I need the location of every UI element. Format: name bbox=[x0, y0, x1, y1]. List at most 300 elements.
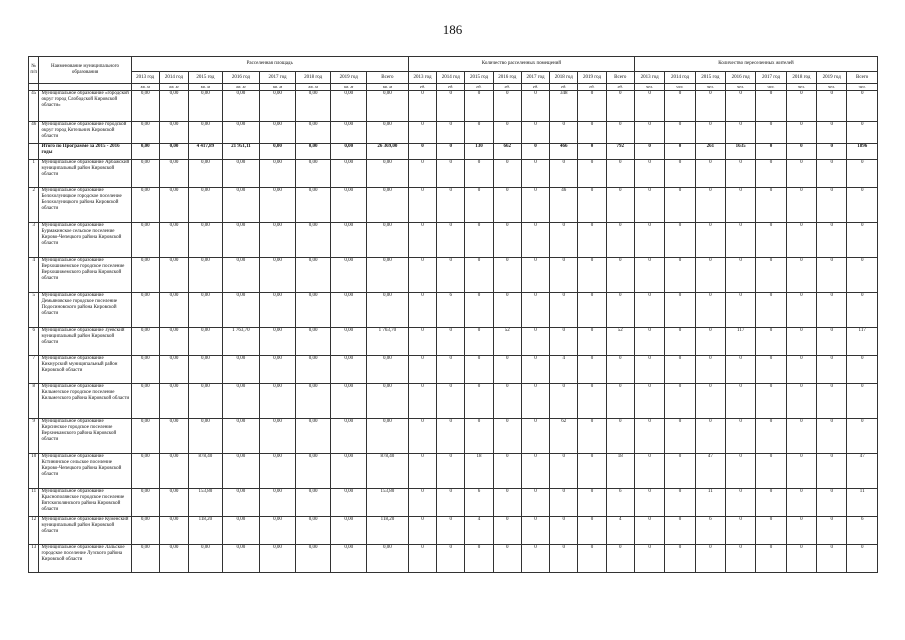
cell-premises: 130 bbox=[465, 144, 493, 160]
cell-area: 0,00 bbox=[159, 356, 188, 384]
table-row bbox=[29, 223, 878, 258]
cell-residents: 0 bbox=[726, 223, 756, 258]
cell-residents: 0 bbox=[756, 545, 786, 573]
table-row bbox=[29, 293, 878, 328]
cell-residents: 0 bbox=[756, 223, 786, 258]
cell-residents: 1635 bbox=[726, 144, 756, 160]
cell-area: 0,00 bbox=[222, 489, 260, 517]
row-municipality-name: Муниципальное образование Верхошижемское городское поселение Верхошижемского района Кировской области bbox=[39, 258, 131, 293]
cell-area: 0,00 bbox=[131, 545, 159, 573]
cell-premises: 0 bbox=[493, 384, 521, 419]
cell-area: 0,00 bbox=[331, 122, 367, 144]
unit-area: кв. м bbox=[131, 84, 159, 91]
cell-premises: 0 bbox=[493, 122, 521, 144]
row-municipality-name: Муниципальное образование Кильмезское городское поселение Кильмезского района Кировской области bbox=[39, 384, 131, 419]
cell-premises: 0 bbox=[578, 419, 606, 454]
cell-premises: 348 bbox=[550, 91, 578, 122]
cell-residents: 1896 bbox=[847, 144, 878, 160]
cell-residents: 0 bbox=[786, 223, 816, 258]
cell-area: 0,00 bbox=[331, 144, 367, 160]
cell-premises: 0 bbox=[550, 293, 578, 328]
header-year-residents: 2016 год bbox=[726, 72, 756, 84]
cell-residents: 0 bbox=[695, 356, 725, 384]
cell-area: 0,00 bbox=[222, 517, 260, 545]
row-number: 6 bbox=[29, 328, 39, 356]
cell-premises: 0 bbox=[606, 545, 634, 573]
cell-premises: 6 bbox=[465, 489, 493, 517]
header-year-area: 2013 год bbox=[131, 72, 159, 84]
cell-premises: 0 bbox=[493, 545, 521, 573]
cell-premises: 0 bbox=[465, 188, 493, 223]
cell-area: 4 417,89 bbox=[189, 144, 222, 160]
table-row bbox=[29, 258, 878, 293]
cell-residents: 0 bbox=[665, 517, 695, 545]
cell-premises: 0 bbox=[408, 160, 436, 188]
cell-area: 0,00 bbox=[189, 293, 222, 328]
cell-area: 0,00 bbox=[367, 293, 409, 328]
row-municipality-name: Муниципальное образование Белохолуницкое городское поселение Белохолуницкого района Кировской области bbox=[39, 188, 131, 223]
cell-area: 0,00 bbox=[260, 489, 296, 517]
cell-area: 0,00 bbox=[260, 419, 296, 454]
cell-area: 0,00 bbox=[295, 489, 331, 517]
unit-area: кв. м bbox=[222, 84, 260, 91]
header-year-premises: 2014 год bbox=[437, 72, 465, 84]
header-year-premises: 2016 год bbox=[493, 72, 521, 84]
cell-residents: 0 bbox=[695, 419, 725, 454]
cell-area: 0,00 bbox=[331, 188, 367, 223]
row-number: 9 bbox=[29, 419, 39, 454]
cell-residents: 0 bbox=[786, 122, 816, 144]
cell-area: 0,00 bbox=[159, 489, 188, 517]
cell-premises: 0 bbox=[493, 489, 521, 517]
cell-premises: 0 bbox=[578, 160, 606, 188]
cell-area: 0,00 bbox=[189, 258, 222, 293]
cell-residents: 0 bbox=[634, 258, 664, 293]
cell-area: 0,00 bbox=[367, 188, 409, 223]
cell-residents: 0 bbox=[786, 384, 816, 419]
cell-residents: 0 bbox=[847, 122, 878, 144]
cell-premises: 0 bbox=[437, 188, 465, 223]
cell-premises: 0 bbox=[465, 293, 493, 328]
header-year-residents: Всего bbox=[847, 72, 878, 84]
cell-premises: 0 bbox=[550, 122, 578, 144]
header-year-residents: 2017 год bbox=[756, 72, 786, 84]
cell-premises: 0 bbox=[606, 419, 634, 454]
cell-area: 0,00 bbox=[159, 293, 188, 328]
cell-residents: 47 bbox=[847, 454, 878, 489]
cell-residents: 0 bbox=[726, 91, 756, 122]
unit-residents: чел. bbox=[756, 84, 786, 91]
cell-area: 0,00 bbox=[159, 384, 188, 419]
units-empty-cell bbox=[39, 84, 131, 91]
cell-area: 0,00 bbox=[295, 384, 331, 419]
cell-premises: 0 bbox=[578, 328, 606, 356]
cell-area: 0,00 bbox=[189, 223, 222, 258]
cell-area: 0,00 bbox=[159, 454, 188, 489]
cell-residents: 0 bbox=[847, 356, 878, 384]
cell-area: 0,00 bbox=[222, 91, 260, 122]
header-year-area: 2014 год bbox=[159, 72, 188, 84]
cell-premises: 0 bbox=[493, 356, 521, 384]
cell-area: 0,00 bbox=[367, 356, 409, 384]
cell-premises: 0 bbox=[521, 91, 549, 122]
row-municipality-name: Муниципальное образование Кикнурский муниципальный район Кировской области bbox=[39, 356, 131, 384]
cell-premises: 466 bbox=[550, 144, 578, 160]
table-row bbox=[29, 517, 878, 545]
cell-premises: 0 bbox=[550, 328, 578, 356]
cell-residents: 0 bbox=[786, 258, 816, 293]
cell-area: 0,00 bbox=[260, 356, 296, 384]
cell-area: 0,00 bbox=[260, 188, 296, 223]
cell-premises: 0 bbox=[550, 545, 578, 573]
cell-residents: 0 bbox=[847, 91, 878, 122]
cell-premises: 0 bbox=[493, 293, 521, 328]
cell-residents: 0 bbox=[634, 356, 664, 384]
cell-residents: 0 bbox=[634, 489, 664, 517]
cell-residents: 0 bbox=[786, 188, 816, 223]
table-row bbox=[29, 160, 878, 188]
cell-area: 0,00 bbox=[331, 328, 367, 356]
cell-residents: 0 bbox=[817, 188, 847, 223]
cell-residents: 0 bbox=[756, 384, 786, 419]
cell-premises: 662 bbox=[493, 144, 521, 160]
unit-area: кв. м bbox=[189, 84, 222, 91]
cell-residents: 0 bbox=[665, 328, 695, 356]
resettlement-table bbox=[28, 56, 878, 573]
cell-premises: 6 bbox=[437, 293, 465, 328]
cell-premises: 0 bbox=[465, 223, 493, 258]
cell-residents: 0 bbox=[786, 91, 816, 122]
cell-area: 878,40 bbox=[189, 454, 222, 489]
cell-area: 0,00 bbox=[260, 223, 296, 258]
cell-area: 0,00 bbox=[260, 454, 296, 489]
cell-area: 0,00 bbox=[222, 356, 260, 384]
cell-residents: 0 bbox=[665, 545, 695, 573]
cell-premises: 0 bbox=[521, 419, 549, 454]
cell-premises: 0 bbox=[521, 258, 549, 293]
cell-area: 118,20 bbox=[189, 517, 222, 545]
unit-premises: ед. bbox=[606, 84, 634, 91]
cell-residents: 0 bbox=[847, 293, 878, 328]
cell-residents: 0 bbox=[817, 489, 847, 517]
cell-residents: 0 bbox=[786, 419, 816, 454]
cell-premises: 0 bbox=[521, 545, 549, 573]
cell-residents: 0 bbox=[695, 384, 725, 419]
cell-area: 0,00 bbox=[131, 144, 159, 160]
cell-area: 0,00 bbox=[189, 91, 222, 122]
cell-area: 0,00 bbox=[295, 545, 331, 573]
cell-residents: 261 bbox=[695, 144, 725, 160]
cell-premises: 0 bbox=[465, 384, 493, 419]
unit-premises: ед. bbox=[550, 84, 578, 91]
cell-premises: 18 bbox=[465, 454, 493, 489]
header-year-residents: 2019 год bbox=[817, 72, 847, 84]
cell-area: 0,00 bbox=[222, 258, 260, 293]
cell-premises: 0 bbox=[493, 91, 521, 122]
cell-residents: 0 bbox=[817, 160, 847, 188]
cell-residents: 0 bbox=[817, 122, 847, 144]
cell-area: 0,00 bbox=[159, 223, 188, 258]
cell-residents: 0 bbox=[726, 188, 756, 223]
unit-residents: чел. bbox=[634, 84, 664, 91]
cell-area: 0,00 bbox=[295, 258, 331, 293]
units-empty-cell bbox=[29, 84, 39, 91]
cell-area: 0,00 bbox=[367, 122, 409, 144]
cell-premises: 0 bbox=[465, 328, 493, 356]
units-row bbox=[29, 84, 878, 91]
cell-premises: 0 bbox=[437, 384, 465, 419]
cell-area: 0,00 bbox=[260, 144, 296, 160]
header-group-area: Расселенная площадь bbox=[131, 57, 408, 72]
cell-area: 0,00 bbox=[367, 91, 409, 122]
cell-residents: 0 bbox=[726, 160, 756, 188]
cell-residents: 0 bbox=[665, 144, 695, 160]
cell-area: 0,00 bbox=[295, 91, 331, 122]
cell-residents: 0 bbox=[756, 122, 786, 144]
unit-area: кв. м bbox=[367, 84, 409, 91]
cell-area: 0,00 bbox=[295, 122, 331, 144]
cell-area: 26 369,00 bbox=[367, 144, 409, 160]
cell-area: 0,00 bbox=[131, 258, 159, 293]
cell-area: 0,00 bbox=[295, 188, 331, 223]
row-number: 8 bbox=[29, 384, 39, 419]
cell-premises: 52 bbox=[606, 328, 634, 356]
row-number bbox=[29, 144, 39, 160]
table-row bbox=[29, 122, 878, 144]
cell-area: 0,00 bbox=[295, 144, 331, 160]
cell-area: 21 951,11 bbox=[222, 144, 260, 160]
cell-premises: 0 bbox=[465, 160, 493, 188]
cell-area: 878,40 bbox=[367, 454, 409, 489]
cell-area: 0,00 bbox=[159, 188, 188, 223]
cell-residents: 0 bbox=[817, 517, 847, 545]
unit-premises: ед. bbox=[493, 84, 521, 91]
cell-premises: 0 bbox=[465, 91, 493, 122]
table-total-row bbox=[29, 144, 878, 160]
row-number: 4 bbox=[29, 258, 39, 293]
cell-residents: 0 bbox=[665, 160, 695, 188]
header-year-residents: 2015 год bbox=[695, 72, 725, 84]
cell-premises: 0 bbox=[606, 223, 634, 258]
unit-premises: ед. bbox=[578, 84, 606, 91]
cell-residents: 0 bbox=[665, 384, 695, 419]
cell-residents: 0 bbox=[634, 122, 664, 144]
cell-premises: 0 bbox=[408, 328, 436, 356]
cell-area: 0,00 bbox=[159, 419, 188, 454]
cell-area: 0,00 bbox=[131, 454, 159, 489]
cell-residents: 0 bbox=[634, 517, 664, 545]
cell-area: 0,00 bbox=[331, 258, 367, 293]
row-municipality-name: Итого по Программе за 2015 - 2016 годы bbox=[39, 144, 131, 160]
table-row bbox=[29, 489, 878, 517]
header-row-years bbox=[29, 72, 878, 84]
cell-premises: 0 bbox=[437, 545, 465, 573]
row-municipality-name: Муниципальное образование Краснополянское городское поселение Вятскополянского района Кировской области bbox=[39, 489, 131, 517]
cell-area: 0,00 bbox=[367, 419, 409, 454]
cell-residents: 0 bbox=[756, 258, 786, 293]
header-year-area: 2019 год bbox=[331, 72, 367, 84]
cell-area: 0,00 bbox=[159, 517, 188, 545]
cell-premises: 0 bbox=[521, 489, 549, 517]
header-group-residents: Количество переселенных жителей bbox=[634, 57, 877, 72]
table-row bbox=[29, 419, 878, 454]
cell-residents: 0 bbox=[756, 489, 786, 517]
cell-residents: 0 bbox=[847, 384, 878, 419]
cell-area: 0,00 bbox=[131, 160, 159, 188]
cell-area: 0,00 bbox=[131, 223, 159, 258]
cell-residents: 0 bbox=[847, 545, 878, 573]
cell-premises: 0 bbox=[606, 384, 634, 419]
cell-premises: 0 bbox=[606, 160, 634, 188]
cell-residents: 0 bbox=[817, 384, 847, 419]
header-year-premises: 2018 год bbox=[550, 72, 578, 84]
cell-premises: 0 bbox=[465, 545, 493, 573]
cell-area: 0,00 bbox=[189, 328, 222, 356]
row-number: 7 bbox=[29, 356, 39, 384]
cell-residents: 0 bbox=[756, 91, 786, 122]
cell-area: 0,00 bbox=[295, 356, 331, 384]
unit-area: кв. м bbox=[331, 84, 367, 91]
cell-premises: 0 bbox=[493, 454, 521, 489]
cell-residents: 0 bbox=[634, 454, 664, 489]
cell-premises: 0 bbox=[493, 188, 521, 223]
row-municipality-name: Муниципальное образование Бурмакинское сельское поселение Кирово-Чепецкого района Кировской области bbox=[39, 223, 131, 258]
cell-residents: 0 bbox=[756, 517, 786, 545]
header-year-area: 2016 год bbox=[222, 72, 260, 84]
cell-residents: 0 bbox=[756, 293, 786, 328]
cell-residents: 0 bbox=[817, 356, 847, 384]
cell-area: 0,00 bbox=[131, 293, 159, 328]
cell-premises: 0 bbox=[521, 144, 549, 160]
cell-premises: 0 bbox=[550, 489, 578, 517]
cell-area: 0,00 bbox=[295, 454, 331, 489]
header-year-residents: 2018 год bbox=[786, 72, 816, 84]
cell-residents: 0 bbox=[695, 545, 725, 573]
cell-area: 0,00 bbox=[222, 419, 260, 454]
cell-premises: 0 bbox=[606, 293, 634, 328]
row-municipality-name: Муниципальное образование Зуевский муниципальный район Кировской области bbox=[39, 328, 131, 356]
cell-area: 0,00 bbox=[331, 91, 367, 122]
cell-area: 0,00 bbox=[159, 144, 188, 160]
cell-premises: 0 bbox=[408, 356, 436, 384]
cell-area: 0,00 bbox=[295, 328, 331, 356]
cell-residents: 0 bbox=[817, 91, 847, 122]
cell-premises: 0 bbox=[550, 223, 578, 258]
cell-premises: 0 bbox=[550, 517, 578, 545]
header-year-residents: 2013 год bbox=[634, 72, 664, 84]
header-year-area: 2018 год bbox=[295, 72, 331, 84]
cell-premises: 0 bbox=[408, 517, 436, 545]
cell-premises: 0 bbox=[606, 356, 634, 384]
row-number: 2 bbox=[29, 188, 39, 223]
cell-area: 0,00 bbox=[222, 384, 260, 419]
row-municipality-name: Муниципальное образование Лальское городское поселение Лузского района Кировской области bbox=[39, 545, 131, 573]
cell-area: 0,00 bbox=[131, 419, 159, 454]
cell-residents: 0 bbox=[756, 454, 786, 489]
cell-area: 0,00 bbox=[159, 328, 188, 356]
cell-residents: 0 bbox=[695, 122, 725, 144]
cell-premises: 0 bbox=[578, 489, 606, 517]
cell-premises: 0 bbox=[408, 454, 436, 489]
cell-area: 0,00 bbox=[331, 419, 367, 454]
cell-residents: 0 bbox=[726, 489, 756, 517]
unit-area: кв. м bbox=[260, 84, 296, 91]
cell-premises: 792 bbox=[606, 144, 634, 160]
cell-residents: 0 bbox=[786, 328, 816, 356]
row-number: 3 bbox=[29, 223, 39, 258]
unit-premises: ед. bbox=[408, 84, 436, 91]
row-number: 45 bbox=[29, 91, 39, 122]
cell-residents: 0 bbox=[786, 160, 816, 188]
cell-area: 0,00 bbox=[295, 293, 331, 328]
cell-premises: 0 bbox=[493, 517, 521, 545]
cell-area: 0,00 bbox=[131, 384, 159, 419]
cell-premises: 0 bbox=[521, 188, 549, 223]
cell-premises: 0 bbox=[408, 545, 436, 573]
cell-area: 0,00 bbox=[189, 384, 222, 419]
cell-residents: 0 bbox=[756, 356, 786, 384]
cell-premises: 0 bbox=[408, 223, 436, 258]
cell-residents: 11 bbox=[847, 489, 878, 517]
row-municipality-name: Муниципальное образование Кстининское сельское поселение Кирово-Чепецкого района Кировской области bbox=[39, 454, 131, 489]
unit-residents: чел. bbox=[817, 84, 847, 91]
cell-residents: 0 bbox=[634, 384, 664, 419]
cell-area: 0,00 bbox=[222, 122, 260, 144]
cell-premises: 6 bbox=[606, 489, 634, 517]
cell-area: 0,00 bbox=[331, 384, 367, 419]
cell-premises: 0 bbox=[521, 293, 549, 328]
cell-residents: 0 bbox=[634, 419, 664, 454]
cell-area: 0,00 bbox=[131, 517, 159, 545]
cell-residents: 0 bbox=[695, 91, 725, 122]
table-row bbox=[29, 356, 878, 384]
cell-area: 0,00 bbox=[331, 454, 367, 489]
cell-premises: 0 bbox=[578, 293, 606, 328]
cell-premises: 0 bbox=[493, 223, 521, 258]
cell-premises: 0 bbox=[521, 384, 549, 419]
cell-premises: 0 bbox=[437, 258, 465, 293]
cell-area: 0,00 bbox=[260, 384, 296, 419]
cell-residents: 0 bbox=[726, 384, 756, 419]
cell-residents: 0 bbox=[726, 454, 756, 489]
cell-premises: 0 bbox=[550, 258, 578, 293]
cell-residents: 0 bbox=[756, 419, 786, 454]
cell-residents: 0 bbox=[726, 293, 756, 328]
cell-area: 0,00 bbox=[189, 122, 222, 144]
cell-premises: 0 bbox=[578, 144, 606, 160]
cell-premises: 0 bbox=[606, 188, 634, 223]
cell-premises: 0 bbox=[493, 419, 521, 454]
cell-premises: 0 bbox=[437, 122, 465, 144]
header-year-premises: 2019 год bbox=[578, 72, 606, 84]
row-number: 13 bbox=[29, 545, 39, 573]
cell-residents: 0 bbox=[634, 160, 664, 188]
cell-premises: 0 bbox=[437, 419, 465, 454]
cell-premises: 0 bbox=[606, 258, 634, 293]
unit-residents: чел. bbox=[786, 84, 816, 91]
cell-residents: 0 bbox=[817, 293, 847, 328]
cell-area: 0,00 bbox=[222, 160, 260, 188]
cell-premises: 0 bbox=[437, 144, 465, 160]
row-municipality-name: Муниципальное образование Демьяновское городское поселение Подосиновского района Кировской области bbox=[39, 293, 131, 328]
row-municipality-name: Муниципальное образование «городской округ город Слободской Кировской области» bbox=[39, 91, 131, 122]
cell-residents: 0 bbox=[695, 293, 725, 328]
cell-area: 0,00 bbox=[159, 258, 188, 293]
header-name: Наименование муниципального образования bbox=[39, 57, 131, 84]
cell-premises: 0 bbox=[578, 188, 606, 223]
cell-premises: 0 bbox=[521, 356, 549, 384]
cell-area: 1 763,70 bbox=[367, 328, 409, 356]
